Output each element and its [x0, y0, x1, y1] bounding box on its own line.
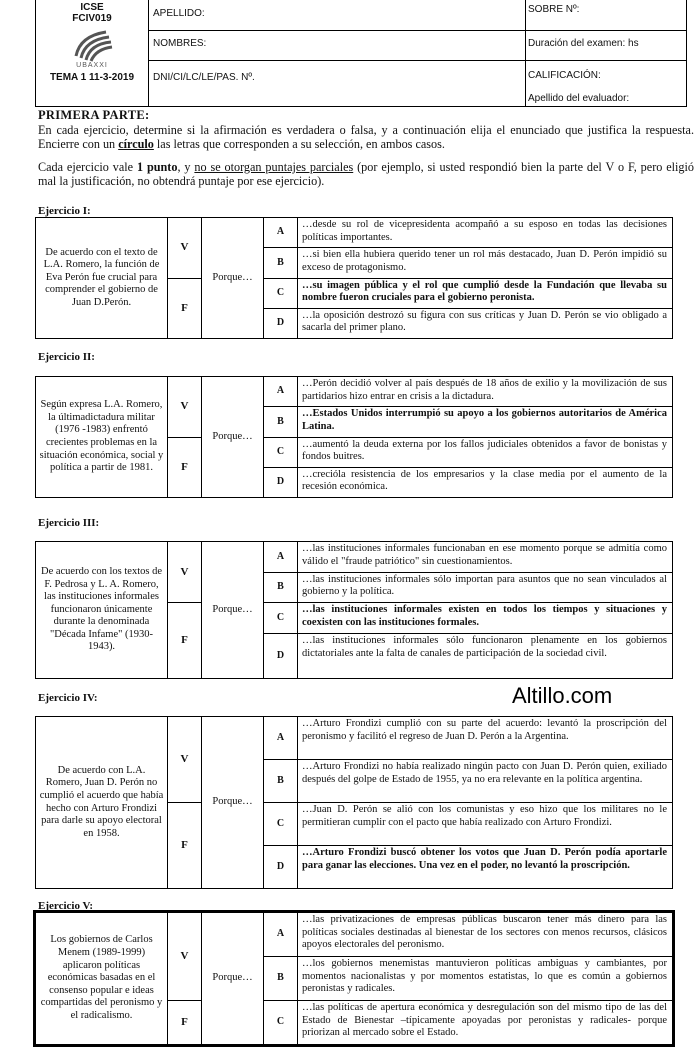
option-letter[interactable]: B [264, 572, 298, 603]
option-text: …aumentó la deuda externa por los fallos judiciales obtenidos a favor de bonistas y fondos buitres. [298, 437, 673, 467]
option-text: …Juan D. Perón se alió con los comunistas y eso hizo que los militares no le permitieran cumplir con el pacto que había realizado con Arturo Frondizi. [298, 803, 673, 846]
score-text-end: (por ejemplo, si usted respondió bien la parte del V o F, pero eligió mal la justificación, no obtendrá puntaje por ese ejercicio). [38, 160, 694, 189]
exercise-statement: De acuerdo con los textos de F. Pedrosa y L. A. Romero, las instituciones informales funcionaron únicamente durante la denominada "Década Infame" (1930-1943). [36, 542, 168, 679]
watermark: Altillo.com [512, 683, 613, 708]
porque-label: Porque… [202, 542, 264, 679]
option-v[interactable]: V [168, 913, 202, 1001]
option-text: …la oposición destrozó su figura con sus críticas y Juan D. Perón se vio obligado a sacarla del primer plano. [298, 308, 673, 338]
option-text: …Arturo Frondizi buscó obtener los votos que Juan D. Perón podía aportarle para ganar las elecciones. Una vez en el poder, no levantó la proscripción. [298, 846, 673, 889]
score-punto: 1 punto [136, 160, 178, 174]
instructions-paragraph [38, 123, 694, 151]
exercise-4-label: Ejercicio IV: [38, 692, 98, 704]
option-letter[interactable]: D [264, 467, 298, 497]
exercise-5-table [35, 912, 673, 1045]
option-letter[interactable]: B [264, 248, 298, 278]
field-sobre: SOBRE Nº: [528, 4, 580, 15]
exercise-3-table [35, 541, 673, 679]
option-text: …las instituciones informales existen en todos los tiempos y situaciones y coexisten con las instituciones formales. [298, 603, 673, 634]
option-letter[interactable]: C [264, 437, 298, 467]
exercise-statement: Los gobiernos de Carlos Menem (1989-1999) aplicaron políticas económicas basadas en el consenso popular e ideas compartidas del peronismo y el radicalismo. [36, 913, 168, 1045]
option-f[interactable]: F [168, 603, 202, 679]
exam-header [35, 0, 687, 107]
porque-label: Porque… [202, 218, 264, 339]
section-title: PRIMERA PARTE: [38, 108, 150, 122]
option-f[interactable]: F [168, 803, 202, 889]
course-code: FCIV019 [72, 13, 112, 24]
field-calificacion: CALIFICACIÓN: [528, 70, 601, 81]
exercise-3-label: Ejercicio III: [38, 517, 100, 529]
institution-block [36, 0, 149, 106]
scoring-paragraph [38, 160, 694, 188]
option-letter[interactable]: A [264, 218, 298, 248]
option-text: …desde su rol de vicepresidenta acompañó a su esposo en todas las decisiones políticas importantes. [298, 218, 673, 248]
option-text: …su imagen pública y el rol que cumplió desde la Fundación que llevaba su nombre fueron cruciales para el gobierno peronista. [298, 278, 673, 308]
porque-label: Porque… [202, 377, 264, 498]
exercise-1-table [35, 217, 673, 339]
option-letter[interactable]: A [264, 913, 298, 957]
option-v[interactable]: V [168, 377, 202, 438]
option-text: …las privatizaciones de empresas públicas buscaron tener más dinero para las políticas sociales destinadas al bienestar de los sectores con menos recursos, clásicos apoyos electorales del peronismo. [298, 913, 673, 957]
option-text: …las instituciones informales sólo importan para asuntos que no sean vinculados al gobierno y la política. [298, 572, 673, 603]
option-letter[interactable]: A [264, 542, 298, 573]
option-letter[interactable]: C [264, 803, 298, 846]
option-text: …Arturo Frondizi no había realizado ningún pacto con Juan D. Perón quien, exiliado después del golpe de Estado de 1955, ya no era relevante en la política argentina. [298, 760, 673, 803]
instr-circulo: círculo [118, 137, 154, 152]
exercise-statement: De acuerdo con el texto de L.A. Romero, la función de Eva Perón fue crucial para comprender el gobierno de Juan D.Perón. [36, 218, 168, 339]
exercise-5-label: Ejercicio V: [38, 900, 94, 912]
porque-label: Porque… [202, 913, 264, 1045]
option-text: …Perón decidió volver al país después de 18 años de exilio y la movilización de sus partidarios hizo entrar en crisis a la dictadura. [298, 377, 673, 407]
exercise-2-label: Ejercicio II: [38, 351, 95, 363]
field-dni: DNI/CI/LC/LE/PAS. Nº. [153, 72, 255, 83]
tema-label: TEMA 1 11-3-2019 [49, 72, 135, 83]
option-letter[interactable]: C [264, 1001, 298, 1045]
instr-text-end: las letras que corresponden a su selección, en ambos casos. [153, 137, 445, 152]
logo-text: UBAXXI [76, 62, 108, 69]
option-letter[interactable]: B [264, 957, 298, 1001]
field-apellido: APELLIDO: [153, 8, 205, 19]
option-f[interactable]: F [168, 437, 202, 498]
exercise-1-label: Ejercicio I: [38, 205, 91, 217]
option-letter[interactable]: D [264, 633, 298, 678]
option-text: …las políticas de apertura económica y desregulación son del mismo tipo de las del Estado de Bienestar –típicamente apoyadas por peronistas y radicales- porque priorizan al mercado sobre el Estado. [298, 1001, 673, 1045]
option-f[interactable]: F [168, 1001, 202, 1045]
option-text: …los gobiernos menemistas mantuvieron políticas ambiguas y cambiantes, por momentos nacionalistas y por momentos estatistas, lo que es común a gobiernos peronistas y radicales. [298, 957, 673, 1001]
option-letter[interactable]: B [264, 407, 298, 437]
option-letter[interactable]: A [264, 717, 298, 760]
option-letter[interactable]: B [264, 760, 298, 803]
option-v[interactable]: V [168, 218, 202, 279]
exercise-2-table [35, 376, 673, 498]
option-text: …si bien ella hubiera querido tener un rol más destacado, Juan D. Perón impidió su exceso de protagonismo. [298, 248, 673, 278]
option-f[interactable]: F [168, 278, 202, 339]
field-evaluador: Apellido del evaluador: [528, 93, 630, 104]
option-v[interactable]: V [168, 717, 202, 803]
option-letter[interactable]: C [264, 278, 298, 308]
exercise-statement: De acuerdo con L.A. Romero, Juan D. Perón no cumplió el acuerdo que había hecho con Arturo Frondizi para darle su apoyo electoral en 1958. [36, 717, 168, 889]
option-text: …Arturo Frondizi cumplió con su parte del acuerdo: levantó la proscripción del peronismo y facilitó el regreso de Juan D. Perón a la Argentina. [298, 717, 673, 760]
score-text-2: , y [177, 160, 195, 174]
institution-name: ICSE [80, 2, 104, 13]
option-text: …Estados Unidos interrumpió su apoyo a los gobiernos autoritarios de América Latina. [298, 407, 673, 437]
option-text: …las instituciones informales funcionaban en ese momento porque se admitía como válido el "fraude patriótico" sin cuestionamientos. [298, 542, 673, 573]
option-letter[interactable]: C [264, 603, 298, 634]
score-no-parciales: no se otorgan puntajes parciales [194, 160, 354, 174]
ubaxxi-logo-icon [70, 28, 114, 62]
exercise-4-table [35, 716, 673, 889]
option-letter[interactable]: D [264, 846, 298, 889]
field-nombres: NOMBRES: [153, 38, 207, 49]
option-v[interactable]: V [168, 542, 202, 603]
option-letter[interactable]: A [264, 377, 298, 407]
instr-text: En cada ejercicio, determine si la afirmación es verdadera o falsa, y a continuación elija el enunciado que justifica la respuesta. Encierre con un [38, 123, 694, 152]
field-duracion: Duración del examen: hs [528, 38, 639, 49]
porque-label: Porque… [202, 717, 264, 889]
score-text: Cada ejercicio vale [38, 160, 137, 174]
option-letter[interactable]: D [264, 308, 298, 338]
exercise-statement: Según expresa L.A. Romero, la últimadictadura militar (1976 -1983) enfrentó crecientes problemas en la situación económica, social y política a partir de 1981. [36, 377, 168, 498]
option-text: …las instituciones informales sólo funcionaron plenamente en los gobiernos dictatoriales ante la falta de canales de participación de la sociedad civil. [298, 633, 673, 678]
option-text: …crecióla resistencia de los empresarios y la clase media por el aumento de la recesión económica. [298, 467, 673, 497]
